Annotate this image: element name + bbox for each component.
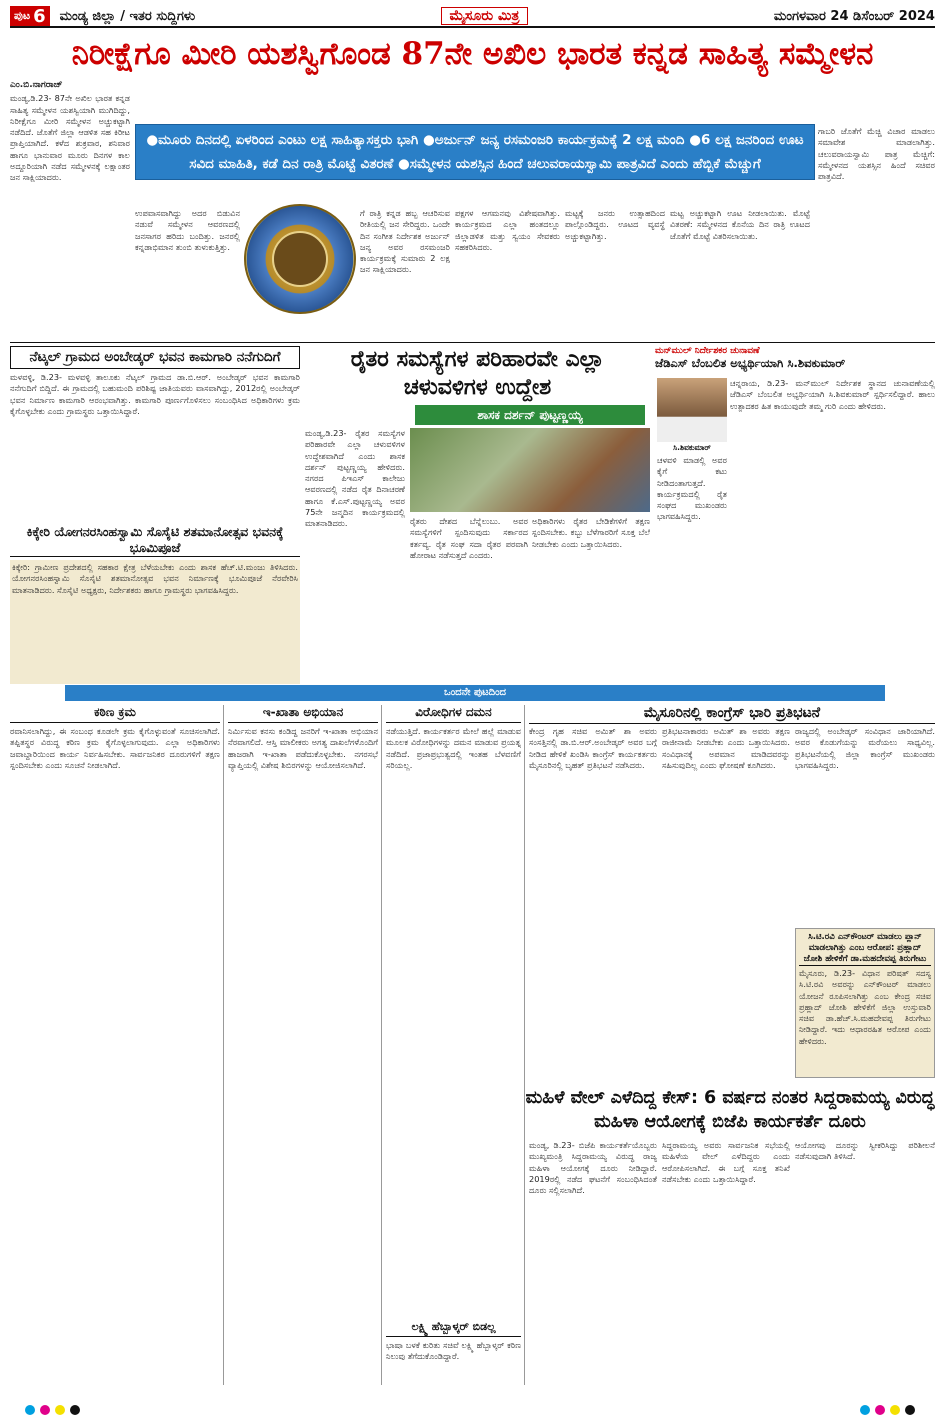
jds-body: ಚನ್ನರಾಯ, ಡಿ.23- ಮನ್‌ಮುಲ್ ನಿರ್ದೇಶಕ ಸ್ಥಾನದ ಚುನಾವಣೆಯಲ್ಲಿ ಜೆಡಿಎಸ್ ಬೆಂಬಲಿತ ಅಭ್ಯರ್ಥಿಯಾಗಿ ಸಿ.ಶಿವಕುಮಾರ್ ಸ್ಪರ್ಧಿಸಲಿದ್ದಾರೆ. ಹಾಲು ಉತ್ಪಾದಕರ ಹಿತ ಕಾಯುವುದೇ ತಮ್ಮ ಗುರಿ ಎಂದು ಹೇಳಿದರು. [730, 378, 935, 411]
print-registration-mark [40, 1405, 50, 1415]
virodhigala-title: ವಿರೋಧಿಗಳ ದಮನ [386, 705, 521, 723]
jds-photo-caption: ಸಿ.ಶಿವಕುಮಾರ್ [673, 443, 711, 452]
virodhigala-body: ನಡೆಯುತ್ತಿದೆ. ಕಾರ್ಯಕರ್ತರ ಮೇಲೆ ಹಲ್ಲೆ ಮಾಡುವ ಮೂಲಕ ವಿರೋಧಿಗಳನ್ನು ದಮನ ಮಾಡುವ ಪ್ರಯತ್ನ ನಡೆದಿದೆ. ಪ್ರಜಾಪ್ರಭುತ್ವದಲ್ಲಿ ಇಂತಹ ಬೆಳವಣಿಗೆ ಸರಿಯಲ್ಲ. [386, 726, 521, 770]
mahila-body-3: ಆಯೋಗವು ದೂರನ್ನು ಸ್ವೀಕರಿಸಿದ್ದು ಪರಿಶೀಲನೆ ನಡೆಸುವುದಾಗಿ ತಿಳಿಸಿದೆ. [795, 1140, 935, 1162]
print-registration-mark [890, 1405, 900, 1415]
congress-body-3: ರಾಜ್ಯದಲ್ಲಿ ಅಂಬೇಡ್ಕರ್ ಸಂವಿಧಾನ ಜಾರಿಯಾಗಿದೆ. ಅವರ ಕೊಡುಗೆಯನ್ನು ಮರೆಯಲು ಸಾಧ್ಯವಿಲ್ಲ. ಪ್ರತಿಭಟನೆಯಲ್ಲಿ ಜಿಲ್ಲಾ ಕಾಂಗ್ರೆಸ್ ಮುಖಂಡರು ಭಾಗವಹಿಸಿದ್ದರು. [795, 726, 935, 770]
lead-byline: ಎಂ.ಬಿ.ನಾಗರಾಜ್ [10, 80, 63, 90]
divider [10, 342, 935, 343]
masthead [10, 6, 935, 28]
lead-col-5: ಮಟ್ಟಕ್ಕೆ ಜನರು ಉತ್ಸಾಹದಿಂದ ಪಾಲ್ಗೊಂಡಿದ್ದರು. ಊಟದ ವ್ಯವಸ್ಥೆ ಅಚ್ಚುಕಟ್ಟಾಗಿತ್ತು. [565, 208, 665, 241]
ambedkar-title: ನೆಟ್ಕಲ್ ಗ್ರಾಮದ ಅಂಬೇಡ್ಕರ್ ಭವನ ಕಾಮಗಾರಿ ನನೆಗುದಿಗೆ [10, 346, 300, 369]
issue-date: ಮಂಗಳವಾರ 24 ಡಿಸೆಂಬರ್ 2024 [773, 8, 935, 24]
jds-story [655, 346, 935, 370]
ekhata-body: ನಿರ್ಮಿಸುವ ಕನಸು ಕಂಡಿದ್ದ ಜನರಿಗೆ ಇ-ಖಾತಾ ಅಭಿಯಾನ ನೆರವಾಗಲಿದೆ. ಆಸ್ತಿ ಮಾಲೀಕರು ಅಗತ್ಯ ದಾಖಲೆಗಳೊಂದಿಗೆ ಹಾಜರಾಗಿ ಇ-ಖಾತಾ ಪಡೆದುಕೊಳ್ಳಬೇಕು. ನಗರಸಭೆ ವ್ಯಾಪ್ತಿಯಲ್ಲಿ ವಿಶೇಷ ಶಿಬಿರಗಳನ್ನು ಆಯೋಜಿಸಲಾಗಿದೆ. [228, 726, 378, 770]
print-registration-mark [70, 1405, 80, 1415]
virodhigala-story [386, 705, 521, 1410]
encounter-title: ಸಿ.ಟಿ.ರವಿ ಎನ್‌ಕೌಂಟರ್ ಮಾಡಲು ಪ್ಲಾನ್ ಮಾಡಲಾಗಿತ್ತು ಎಂಬ ಆರೋಪ: ಪ್ರಹ್ಲಾದ್ ಜೋಶಿ ಹೇಳಿಕೆಗೆ ಡಾ.ಮಹದೇವಪ್ಪ ತಿರುಗೇಟು [799, 932, 931, 966]
page-word: ಪುಟ [14, 9, 31, 22]
kathina-title: ಕಠಿಣ ಕ್ರಮ [10, 705, 220, 723]
main-headline: ನಿರೀಕ್ಷೆಗೂ ಮೀರಿ ಯಶಸ್ವಿಗೊಂಡ 87ನೇ ಅಖಿಲ ಭಾರತ ಕನ್ನಡ ಸಾಹಿತ್ಯ ಸಮ್ಮೇಳನ [71, 36, 874, 72]
lead-col-1 [10, 80, 130, 340]
congress-body-1: ಕೇಂದ್ರ ಗೃಹ ಸಚಿವ ಅಮಿತ್ ಶಾ ಅವರು ಸಂಸತ್ತಿನಲ್ಲಿ ಡಾ.ಬಿ.ಆರ್.ಅಂಬೇಡ್ಕರ್ ಅವರ ಬಗ್ಗೆ ನೀಡಿದ ಹೇಳಿಕೆ ಖಂಡಿಸಿ ಕಾಂಗ್ರೆಸ್ ಕಾರ್ಯಕರ್ತರು ಮೈಸೂರಿನಲ್ಲಿ ಬೃಹತ್ ಪ್ರತಿಭಟನೆ ನಡೆಸಿದರು. [529, 726, 657, 770]
lead-col-2: ಉಪವಾಸವಾಗಿದ್ದು ಅದರ ಬಿಡುವಿನ ನಡುವೆ ಸಮ್ಮೇಳನ ಆವರಣದಲ್ಲಿ ಜನಸಾಗರ ಹರಿದು ಬಂದಿತ್ತು. ಜನರಲ್ಲಿ ಕನ್ನಡಾಭಿಮಾನ ತುಂಬಿ ತುಳುಕುತ್ತಿತ್ತು. [135, 208, 240, 252]
paper-name: ಮೈಸೂರು ಮಿತ್ರ [441, 7, 529, 25]
lead-col-4: ಪಕ್ಷಗಳ ಆಗಮನವು ವಿಶೇಷವಾಗಿತ್ತು. ಕಾರ್ಯಕ್ರಮದ ಎಲ್ಲಾ ಹಂತದಲ್ಲೂ ಜಿಲ್ಲಾಡಳಿತ ಮತ್ತು ಸ್ವಯಂ ಸೇವಕರು ಸಹಕರಿಸಿದರು. [455, 208, 560, 252]
print-registration-mark [860, 1405, 870, 1415]
column-rule [223, 705, 224, 1385]
farmers-story [305, 346, 650, 402]
ekhata-title: ಇ-ಖಾತಾ ಅಭಿಯಾನ [228, 705, 378, 723]
farmers-photo [410, 428, 650, 512]
jds-kicker: ಮನ್‌ಮುಲ್ ನಿರ್ದೇಶಕರ ಚುನಾವಣೆ [655, 346, 760, 356]
encounter-body: ಮೈಸೂರು, ಡಿ.23- ವಿಧಾನ ಪರಿಷತ್ ಸದಸ್ಯ ಸಿ.ಟಿ.ರವಿ ಅವರನ್ನು ಎನ್‌ಕೌಂಟರ್ ಮಾಡಲು ಯೋಜನೆ ರೂಪಿಸಲಾಗಿತ್ತು ಎಂಬ ಕೇಂದ್ರ ಸಚಿವ ಪ್ರಹ್ಲಾದ್ ಜೋಶಿ ಹೇಳಿಕೆಗೆ ಜಿಲ್ಲಾ ಉಸ್ತುವಾರಿ ಸಚಿವ ಡಾ.ಹೆಚ್.ಸಿ.ಮಹದೇವಪ್ಪ ತಿರುಗೇಟು ನೀಡಿದ್ದಾರೆ. ಇದು ಆಧಾರರಹಿತ ಆರೋಪ ಎಂದು ಹೇಳಿದರು. [799, 968, 931, 1046]
farmers-body-3: ಅಧಿಕಾರಿಗಳು ರೈತರ ಬೇಡಿಕೆಗಳಿಗೆ ತಕ್ಷಣ ಸ್ಪಂದಿಸಬೇಕು. ಕಬ್ಬು ಬೆಳೆಗಾರರಿಗೆ ಸೂಕ್ತ ಬೆಲೆ ನೀಡಬೇಕು ಎಂದು ಒತ್ತಾಯಿಸಿದರು. [532, 516, 650, 549]
print-registration-mark [55, 1405, 65, 1415]
column-rule [381, 705, 382, 1385]
print-registration-mark [905, 1405, 915, 1415]
hebbalkar-title: ಲಕ್ಷ್ಮಿ ಹೆಬ್ಬಾಳ್ಕರ್ ಬಿಡಲ್ಲ [386, 1320, 521, 1337]
print-registration-mark [875, 1405, 885, 1415]
section-title: ಮಂಡ್ಯ ಜಿಲ್ಲಾ / ಇತರ ಸುದ್ದಿಗಳು [59, 8, 196, 24]
congress-body-2: ಪ್ರತಿಭಟನಾಕಾರರು ಅಮಿತ್ ಶಾ ಅವರು ತಕ್ಷಣ ರಾಜೀನಾಮೆ ನೀಡಬೇಕು ಎಂದು ಒತ್ತಾಯಿಸಿದರು. ಸಂವಿಧಾನಕ್ಕೆ ಅಪಮಾನ ಮಾಡಿದವರನ್ನು ಸಹಿಸುವುದಿಲ್ಲ ಎಂದು ಘೋಷಣೆ ಕೂಗಿದರು. [662, 726, 790, 770]
print-registration-mark [25, 1405, 35, 1415]
kathina-story [10, 705, 220, 1406]
sammelana-emblem [244, 204, 356, 314]
lead-highlights: ●ಮೂರು ದಿನದಲ್ಲಿ ಏಳರಿಂದ ಎಂಟು ಲಕ್ಷ ಸಾಹಿತ್ಯಾಸಕ್ತರು ಭಾಗಿ ●ಅರ್ಜುನ್ ಜನ್ಯ ರಸಮಂಜರಿ ಕಾರ್ಯಕ್ರಮಕ್ಕೆ 2 ಲಕ್ಷ ಮಂದಿ ●6 ಲಕ್ಷ ಜನರಿಂದ ಊಟ ಸವಿದ ಮಾಹಿತಿ, ಕಡೆ ದಿನ ರಾತ್ರಿ ಮೊಟ್ಟೆ ವಿತರಣೆ ●ಸಮ್ಮೇಳನ ಯಶಸ್ಸಿನ ಹಿಂದೆ ಚಲುವರಾಯಸ್ವಾಮಿ ಪಾತ್ರವಿದೆ ಎಂದು ಹೆಬ್ಬಿಕೆ ಮೆಚ್ಚುಗೆ [135, 124, 815, 180]
farmers-body-1: ಮಂಡ್ಯ,ಡಿ.23- ರೈತರ ಸಮಸ್ಯೆಗಳ ಪರಿಹಾರವೇ ಎಲ್ಲಾ ಚಳುವಳಿಗಳ ಉದ್ದೇಶವಾಗಿದೆ ಎಂದು ಶಾಸಕ ದರ್ಶನ್ ಪುಟ್ಟಣ್ಣಯ್ಯ ಹೇಳಿದರು. ನಗರದ ಪಿಇಎಸ್ ಕಾಲೇಜು ಆವರಣದಲ್ಲಿ ನಡೆದ ರೈತ ದಿನಾಚರಣೆ ಹಾಗೂ ಕೆ.ಎಸ್.ಪುಟ್ಟಣ್ಣಯ್ಯ ಅವರ 75ನೇ ಜನ್ಮದಿನ ಕಾರ್ಯಕ್ರಮದಲ್ಲಿ ಮಾತನಾಡಿದರು. [305, 428, 405, 529]
congress-title: ಮೈಸೂರಿನಲ್ಲಿ ಕಾಂಗ್ರೆಸ್ ಭಾರಿ ಪ್ರತಿಭಟನೆ [529, 705, 935, 724]
farmers-body-2: ರೈತರು ದೇಶದ ಬೆನ್ನೆಲುಬು. ಅವರ ಸಮಸ್ಯೆಗಳಿಗೆ ಸ್ಪಂದಿಸುವುದು ಸರ್ಕಾರದ ಕರ್ತವ್ಯ. ರೈತ ಸಂಘ ಸದಾ ರೈತರ ಪರವಾಗಿ ಹೋರಾಟ ನಡೆಸುತ್ತದೆ ಎಂದರು. [410, 516, 528, 560]
lead-col-7: ಗಾಬರಿ ಜೊತೆಗೆ ಮೆಚ್ಚಿ ವಿಚಾರ ಮಾಡಲು ಸಮಾವೇಶ ಮಾಡಲಾಗಿತ್ತು. ಚಲುವರಾಯಸ್ವಾಮಿ ಪಾತ್ರ ಮೆಚ್ಚಿಗೆ: ಸಮ್ಮೇಳನದ ಯಶಸ್ಸಿನ ಹಿಂದೆ ಸಚಿವರ ಪಾತ್ರವಿದೆ. [818, 126, 935, 182]
ekhata-story [228, 705, 378, 1406]
kikkeri-title: ಕಿಕ್ಕೇರಿ ಯೋಗನರಸಿಂಹಸ್ವಾಮಿ ಸೊಸೈಟಿ ಶತಮಾನೋತ್ಸವ ಭವನಕ್ಕೆ ಭೂಮಿಪೂಜೆ [10, 524, 300, 557]
hebbalkar-body: ಭಾಷಾ ಬಳಕೆ ಕುರಿತು ಸಚಿವೆ ಲಕ್ಷ್ಮಿ ಹೆಬ್ಬಾಳ್ಕರ್ ಕಠಿಣ ನಿಲುವು ತೆಗೆದುಕೊಂಡಿದ್ದಾರೆ. [386, 1340, 521, 1362]
lead-col-6: ಮಟ್ಟ ಅಚ್ಚುಕಟ್ಟಾಗಿ ಊಟ ನೀಡಲಾಯಿತು. ಮೊಟ್ಟೆ ವಿತರಣೆ: ಸಮ್ಮೇಳನದ ಕೊನೆಯ ದಿನ ರಾತ್ರಿ ಊಟದ ಜೊತೆಗೆ ಮೊಟ್ಟೆ ವಿತರಿಸಲಾಯಿತು. [670, 208, 810, 241]
page-number-badge [10, 6, 50, 26]
mahila-title: ಮಹಿಳೆ ವೇಲ್ ಎಳೆದಿದ್ದ ಕೇಸ್: 6 ವರ್ಷದ ನಂತರ ಸಿದ್ದರಾಮಯ್ಯ ವಿರುದ್ಧ ಮಹಿಳಾ ಆಯೋಗಕ್ಕೆ ಬಿಜೆಪಿ ಕಾರ್ಯಕರ್ತೆ ದೂರು [525, 1088, 935, 1132]
continued-bar: ಒಂದನೇ ಪುಟದಿಂದ [65, 685, 885, 701]
farmers-body-4: ಚಳವಳಿ ಮಾಡಲ್ಲಿ ಅವರ ಕೈಗೆ ಕಟು ನೀಡಿದಂತಾಗುತ್ತದೆ. ಕಾರ್ಯಕ್ರಮದಲ್ಲಿ ರೈತ ಸಂಘದ ಮುಖಂಡರು ಭಾಗವಹಿಸಿದ್ದರು. [657, 455, 727, 522]
kikkeri-story [10, 524, 300, 684]
page-number: 6 [33, 5, 46, 27]
kathina-body: ರವಾನಿಸಲಾಗಿದ್ದು, ಈ ಸಂಬಂಧ ಕೂಡಲೇ ಕ್ರಮ ಕೈಗೊಳ್ಳುವಂತೆ ಸೂಚಿಸಲಾಗಿದೆ. ತಪ್ಪಿತಸ್ಥರ ವಿರುದ್ಧ ಕಠಿಣ ಕ್ರಮ ಕೈಗೊಳ್ಳಲಾಗುವುದು. ಎಲ್ಲಾ ಅಧಿಕಾರಿಗಳು ಜವಾಬ್ದಾರಿಯಿಂದ ಕಾರ್ಯ ನಿರ್ವಹಿಸಬೇಕು. ಸಾರ್ವಜನಿಕರ ದೂರುಗಳಿಗೆ ತಕ್ಷಣ ಸ್ಪಂದಿಸಬೇಕು ಎಂದು ಸೂಚನೆ ನೀಡಲಾಗಿದೆ. [10, 726, 220, 770]
jds-title: ಜೆಡಿಎಸ್ ಬೆಂಬಲಿತ ಅಭ್ಯರ್ಥಿಯಾಗಿ ಸಿ.ಶಿವಕುಮಾರ್ [655, 356, 846, 370]
ambedkar-story [10, 346, 300, 522]
farmers-subtitle: ಶಾಸಕ ದರ್ಶನ್ ಪುಟ್ಟಣ್ಣಯ್ಯ [415, 405, 645, 425]
encounter-box [795, 928, 935, 1078]
emblem-center [272, 231, 328, 287]
column-rule [524, 705, 525, 1385]
kikkeri-body: ಕಿಕ್ಕೇರಿ: ಗ್ರಾಮೀಣ ಪ್ರದೇಶದಲ್ಲಿ ಸಹಕಾರ ಕ್ಷೇತ್ರ ಬೆಳೆಯಬೇಕು ಎಂದು ಶಾಸಕ ಹೆಚ್.ಟಿ.ಮಂಜು ತಿಳಿಸಿದರು. ಯೋಗನರಸಿಂಹಸ್ವಾಮಿ ಸೊಸೈಟಿ ಶತಮಾನೋತ್ಸವ ಭವನ ನಿರ್ಮಾಣಕ್ಕೆ ಭೂಮಿಪೂಜೆ ನೆರವೇರಿಸಿ ಮಾತನಾಡಿದರು. ಸೊಸೈಟಿ ಅಧ್ಯಕ್ಷರು, ನಿರ್ದೇಶಕರು ಹಾಗೂ ಗ್ರಾಮಸ್ಥರು ಭಾಗವಹಿಸಿದ್ದರು. [10, 560, 300, 684]
ambedkar-body: ಮಳವಳ್ಳಿ, ಡಿ.23- ಮಳವಳ್ಳಿ ತಾಲೂಕು ನೆಟ್ಕಲ್ ಗ್ರಾಮದ ಡಾ.ಬಿ.ಆರ್. ಅಂಬೇಡ್ಕರ್ ಭವನ ಕಾಮಗಾರಿ ನನೆಗುದಿಗೆ ಬಿದ್ದಿದೆ. ಈ ಗ್ರಾಮದಲ್ಲಿ ಬಹುಮಂದಿ ಪರಿಶಿಷ್ಟ ಜಾತಿಯವರು ವಾಸವಾಗಿದ್ದು, 2012ರಲ್ಲಿ ಅಂಬೇಡ್ಕರ್ ಭವನ ನಿರ್ಮಾಣ ಕಾಮಗಾರಿ ಆರಂಭವಾಗಿತ್ತು. ಕಾಮಗಾರಿ ಪೂರ್ಣಗೊಳಿಸಲು ಸಂಬಂಧಿಸಿದ ಅಧಿಕಾರಿಗಳು ಕ್ರಮ ಕೈಗೊಳ್ಳಬೇಕು ಎಂದು ಗ್ರಾಮಸ್ಥರು ಒತ್ತಾಯಿಸಿದ್ದಾರೆ. [10, 372, 300, 416]
jds-candidate-photo [657, 378, 727, 442]
lead-col-3: ಗೆ ರಾತ್ರಿ ಕನ್ನಡ ಹಬ್ಬ ಆಚರಿಸುವ ರೀತಿಯಲ್ಲಿ ಜನ ಸೇರಿದ್ದರು. ಒಂದೇ ದಿನ ಸಂಗೀತ ನಿರ್ದೇಶಕ ಅರ್ಜುನ್ ಜನ್ಯ ಅವರ ರಸಮಂಜರಿ ಕಾರ್ಯಕ್ರಮಕ್ಕೆ ಸುಮಾರು 2 ಲಕ್ಷ ಜನ ಸಾಕ್ಷಿಯಾದರು. [360, 208, 450, 275]
congress-story [529, 705, 935, 727]
mahila-body-1: ಮಂಡ್ಯ, ಡಿ.23- ಬಿಜೆಪಿ ಕಾರ್ಯಕರ್ತೆಯೊಬ್ಬರು ಮುಖ್ಯಮಂತ್ರಿ ಸಿದ್ದರಾಮಯ್ಯ ವಿರುದ್ಧ ರಾಜ್ಯ ಮಹಿಳಾ ಆಯೋಗಕ್ಕೆ ದೂರು ನೀಡಿದ್ದಾರೆ. 2019ರಲ್ಲಿ ನಡೆದ ಘಟನೆಗೆ ಸಂಬಂಧಿಸಿದಂತೆ ದೂರು ಸಲ್ಲಿಸಲಾಗಿದೆ. [529, 1140, 657, 1196]
farmers-title: ರೈತರ ಸಮಸ್ಯೆಗಳ ಪರಿಹಾರವೇ ಎಲ್ಲಾ ಚಳುವಳಿಗಳ ಉದ್ದೇಶ [350, 347, 605, 400]
lead-col-1-text: ಮಂಡ್ಯ,ಡಿ.23- 87ನೇ ಅಖಿಲ ಭಾರತ ಕನ್ನಡ ಸಾಹಿತ್ಯ ಸಮ್ಮೇಳನ ಯಶಸ್ವಿಯಾಗಿ ಮುಗಿದಿದ್ದು, ನಿರೀಕ್ಷೆಗೂ ಮೀರಿ ಸಮ್ಮೇಳನ ಅಚ್ಚುಕಟ್ಟಾಗಿ ನಡೆದಿದೆ. ಜೊತೆಗೆ ಜಿಲ್ಲಾ ಆಡಳಿತ ಸಹ ಕಿರೀಟ ಪ್ರಾಪ್ತಿಯಾಗಿದೆ. ಕಳೆದ ಶುಕ್ರವಾರ, ಶನಿವಾರ ಹಾಗೂ ಭಾನುವಾರ ಮೂರು ದಿನಗಳ ಕಾಲ ಅದ್ದೂರಿಯಾಗಿ ನಡೆದ ಸಮ್ಮೇಳನಕ್ಕೆ ಲಕ್ಷಾಂತರ ಜನ ಸಾಕ್ಷಿಯಾದರು. [10, 93, 130, 183]
mahila-body-2: ಸಿದ್ದರಾಮಯ್ಯ ಅವರು ಸಾರ್ವಜನಿಕ ಸಭೆಯಲ್ಲಿ ಮಹಿಳೆಯ ವೇಲ್ ಎಳೆದಿದ್ದರು ಎಂದು ಆರೋಪಿಸಲಾಗಿದೆ. ಈ ಬಗ್ಗೆ ಸೂಕ್ತ ತನಿಖೆ ನಡೆಸಬೇಕು ಎಂದು ಒತ್ತಾಯಿಸಿದ್ದಾರೆ. [662, 1140, 790, 1184]
